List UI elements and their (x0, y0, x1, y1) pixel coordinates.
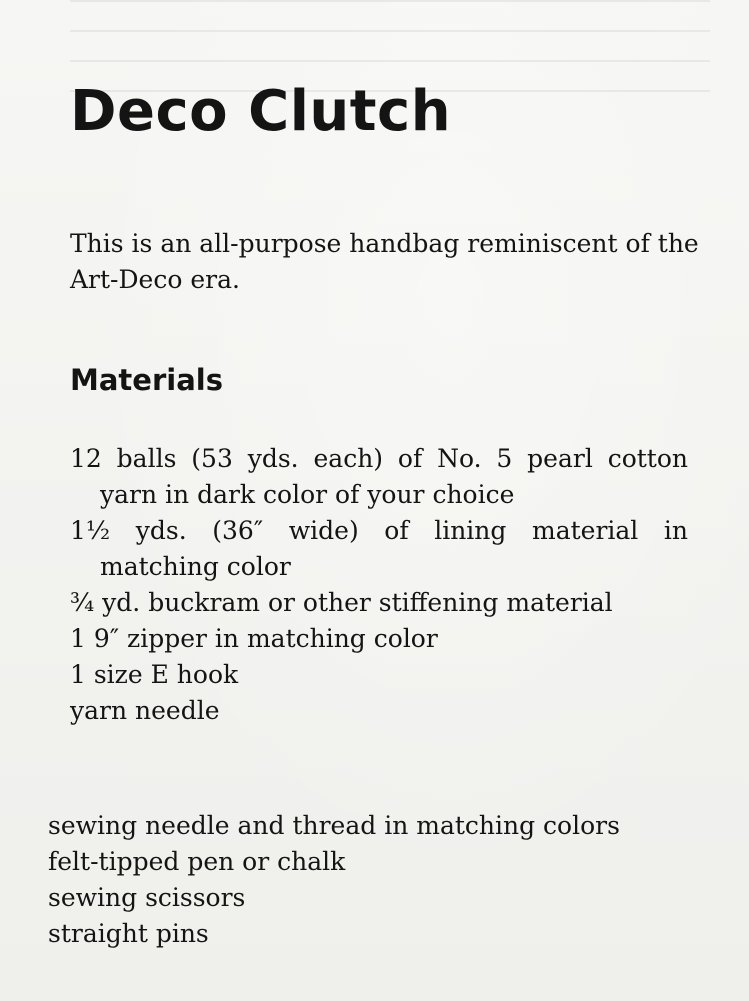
materials-item-buckram: ¾ yd. buckram or other stiffening material (70, 588, 613, 617)
materials-item-lining: 1½ yds. (36″ wide) of lining material in matching color (70, 516, 688, 581)
materials-item-yarn-needle: yarn needle (70, 696, 220, 725)
page-title: Deco Clutch (70, 79, 452, 144)
tools-item-pins: straight pins (48, 919, 209, 948)
intro-paragraph: This is an all-purpose handbag reminiscent of the Art-Deco era. (70, 229, 699, 294)
materials-item-hook: 1 size E hook (70, 660, 239, 689)
tools-item-scissors: sewing scissors (48, 883, 246, 912)
tools-item-sewing-needle: sewing needle and thread in matching colors (48, 811, 620, 840)
materials-item-zipper: 1 9″ zipper in matching color (70, 624, 438, 653)
tools-item-pen: felt-tipped pen or chalk (48, 847, 346, 876)
materials-item-yarn: 12 balls (53 yds. each) of No. 5 pearl cotton yarn in dark color of your choice (70, 444, 688, 509)
tools-list (48, 808, 708, 952)
materials-list (70, 441, 688, 729)
materials-heading: Materials (70, 363, 223, 397)
